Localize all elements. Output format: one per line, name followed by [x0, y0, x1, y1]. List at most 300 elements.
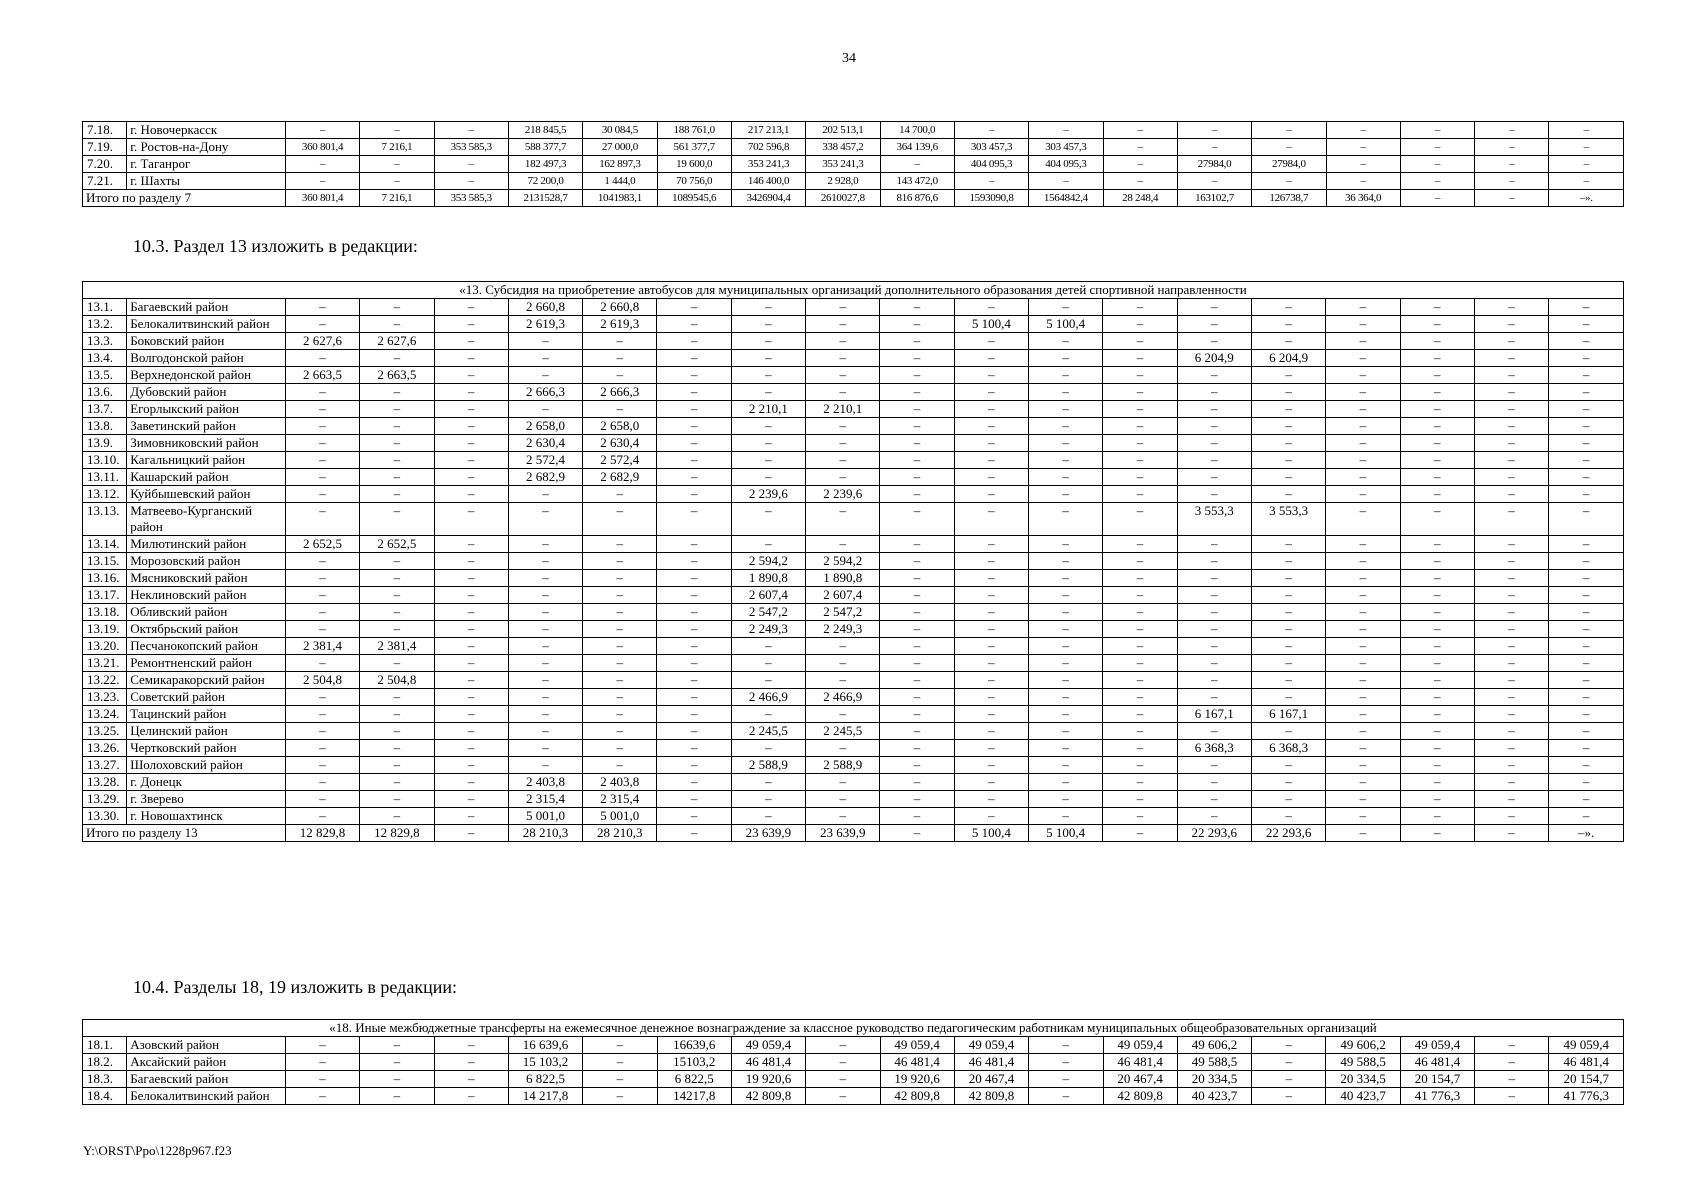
value-cell: –	[1400, 350, 1474, 367]
table-row	[83, 316, 1624, 333]
value-cell: –	[1103, 553, 1177, 570]
value-cell: –	[1549, 808, 1624, 825]
value-cell: –	[434, 1071, 508, 1088]
value-cell: 303 457,3	[954, 139, 1028, 156]
total-value: 2610027,8	[806, 190, 880, 207]
value-cell: –	[657, 570, 731, 587]
row-number: 13.21.	[83, 655, 127, 672]
value-cell: 27984,0	[1177, 156, 1251, 173]
value-cell: 20 154,7	[1549, 1071, 1624, 1088]
value-cell: –	[1474, 570, 1548, 587]
value-cell: 2 627,6	[360, 333, 434, 350]
value-cell: –	[1549, 723, 1624, 740]
total-value: –	[880, 825, 954, 842]
value-cell: –	[1549, 173, 1624, 190]
value-cell: –	[731, 536, 805, 553]
row-number: 13.7.	[83, 401, 127, 418]
value-cell: –	[1400, 706, 1474, 723]
table-row	[83, 486, 1624, 503]
row-name: Милютинский район	[127, 536, 286, 553]
value-cell: –	[1400, 435, 1474, 452]
value-cell: –	[1251, 435, 1325, 452]
value-cell: –	[880, 486, 954, 503]
value-cell: –	[954, 587, 1028, 604]
value-cell: –	[1177, 621, 1251, 638]
table-row	[83, 553, 1624, 570]
value-cell: –	[1400, 452, 1474, 469]
row-number: 13.23.	[83, 689, 127, 706]
row-number: 7.19.	[83, 139, 127, 156]
value-cell: –	[1177, 333, 1251, 350]
value-cell: –	[360, 503, 434, 536]
total-value: 36 364,0	[1326, 190, 1400, 207]
value-cell: 1 890,8	[731, 570, 805, 587]
value-cell: –	[880, 553, 954, 570]
value-cell: –	[285, 452, 359, 469]
value-cell: –	[360, 723, 434, 740]
row-name: г. Зверево	[127, 791, 286, 808]
value-cell: –	[360, 757, 434, 774]
value-cell: 218 845,5	[508, 122, 582, 139]
value-cell: –	[657, 774, 731, 791]
value-cell: –	[1177, 401, 1251, 418]
value-cell: –	[1029, 173, 1103, 190]
value-cell: –	[434, 791, 508, 808]
row-name: Верхнедонской район	[127, 367, 286, 384]
value-cell: –	[360, 384, 434, 401]
value-cell: –	[583, 486, 657, 503]
value-cell: –	[285, 469, 359, 486]
row-name: Морозовский район	[127, 553, 286, 570]
value-cell: –	[434, 723, 508, 740]
value-cell: –	[1474, 367, 1548, 384]
row-name: Заветинский район	[127, 418, 286, 435]
value-cell: –	[1103, 604, 1177, 621]
value-cell: –	[1326, 706, 1400, 723]
value-cell: –	[880, 672, 954, 689]
value-cell: –	[434, 316, 508, 333]
total-value: 23 639,9	[806, 825, 880, 842]
value-cell: –	[806, 299, 880, 316]
value-cell: –	[583, 706, 657, 723]
value-cell: –	[1400, 316, 1474, 333]
value-cell: –	[1103, 173, 1177, 190]
value-cell: –	[1400, 122, 1474, 139]
row-number: 13.15.	[83, 553, 127, 570]
value-cell: 303 457,3	[1029, 139, 1103, 156]
value-cell: –	[1474, 316, 1548, 333]
total-value: 1089545,6	[657, 190, 731, 207]
value-cell: 49 059,4	[1103, 1037, 1177, 1054]
value-cell: –	[1177, 672, 1251, 689]
table-row	[83, 723, 1624, 740]
value-cell: –	[434, 1088, 508, 1105]
table-row	[83, 1037, 1624, 1054]
table-row	[83, 1071, 1624, 1088]
row-number: 13.16.	[83, 570, 127, 587]
value-cell: –	[880, 350, 954, 367]
value-cell: –	[583, 587, 657, 604]
value-cell: –	[880, 452, 954, 469]
value-cell: 14 217,8	[508, 1088, 582, 1105]
value-cell: 7 216,1	[360, 139, 434, 156]
value-cell: 353 241,3	[731, 156, 805, 173]
value-cell: –	[1474, 723, 1548, 740]
value-cell: –	[880, 774, 954, 791]
value-cell: –	[880, 757, 954, 774]
value-cell: 27 000,0	[583, 139, 657, 156]
value-cell: –	[1103, 706, 1177, 723]
value-cell: –	[657, 503, 731, 536]
value-cell: 20 154,7	[1400, 1071, 1474, 1088]
value-cell: –	[360, 122, 434, 139]
value-cell: –	[954, 367, 1028, 384]
value-cell: 14 700,0	[880, 122, 954, 139]
value-cell: –	[285, 122, 359, 139]
value-cell: –	[1251, 452, 1325, 469]
value-cell: –	[1474, 672, 1548, 689]
value-cell: –	[731, 503, 805, 536]
value-cell: –	[285, 173, 359, 190]
value-cell: –	[1029, 723, 1103, 740]
value-cell: –	[1549, 570, 1624, 587]
table-row	[83, 570, 1624, 587]
value-cell: –	[880, 469, 954, 486]
value-cell: –	[1326, 333, 1400, 350]
value-cell: –	[1103, 139, 1177, 156]
value-cell: 2 381,4	[360, 638, 434, 655]
value-cell: 2 403,8	[583, 774, 657, 791]
value-cell: –	[285, 1037, 359, 1054]
value-cell: –	[434, 333, 508, 350]
value-cell: –	[1326, 503, 1400, 536]
value-cell: –	[1251, 401, 1325, 418]
value-cell: –	[1103, 672, 1177, 689]
value-cell: –	[1549, 503, 1624, 536]
table-section-7	[82, 121, 1624, 207]
table-row	[83, 139, 1624, 156]
row-name: Белокалитвинский район	[127, 1088, 286, 1105]
value-cell: –	[1029, 808, 1103, 825]
value-cell: –	[1177, 536, 1251, 553]
value-cell: –	[1326, 672, 1400, 689]
value-cell: –	[360, 173, 434, 190]
value-cell: –	[1029, 638, 1103, 655]
value-cell: –	[360, 553, 434, 570]
value-cell: –	[1177, 139, 1251, 156]
value-cell: –	[1177, 486, 1251, 503]
value-cell: –	[285, 587, 359, 604]
value-cell: –	[1029, 655, 1103, 672]
value-cell: 2 210,1	[806, 401, 880, 418]
value-cell: –	[434, 672, 508, 689]
value-cell: 2 607,4	[806, 587, 880, 604]
value-cell: –	[1326, 740, 1400, 757]
value-cell: 2 619,3	[583, 316, 657, 333]
heading-section-13: 10.3. Раздел 13 изложить в редакции:	[133, 236, 418, 256]
value-cell: 1 890,8	[806, 570, 880, 587]
value-cell: 702 596,8	[731, 139, 805, 156]
value-cell: –	[434, 553, 508, 570]
table-row	[83, 536, 1624, 553]
value-cell: 2 572,4	[583, 452, 657, 469]
value-cell: –	[1549, 689, 1624, 706]
value-cell: –	[1474, 401, 1548, 418]
value-cell: 2 381,4	[285, 638, 359, 655]
table-row	[83, 808, 1624, 825]
total-value: 360 801,4	[285, 190, 359, 207]
value-cell: –	[954, 452, 1028, 469]
value-cell: –	[285, 1054, 359, 1071]
value-cell: –	[583, 553, 657, 570]
value-cell: –	[1400, 774, 1474, 791]
value-cell: –	[1251, 808, 1325, 825]
value-cell: –	[1103, 587, 1177, 604]
caption-row	[83, 282, 1624, 299]
value-cell: –	[1029, 553, 1103, 570]
total-value: 353 585,3	[434, 190, 508, 207]
value-cell: –	[806, 740, 880, 757]
total-value: –	[1474, 825, 1548, 842]
value-cell: –	[1252, 122, 1326, 139]
value-cell: –	[1400, 570, 1474, 587]
row-number: 7.21.	[83, 173, 127, 190]
total-value: 2131528,7	[508, 190, 582, 207]
row-number: 13.2.	[83, 316, 127, 333]
value-cell: –	[1400, 672, 1474, 689]
value-cell: –	[1251, 333, 1325, 350]
value-cell: –	[1177, 774, 1251, 791]
total-row	[83, 190, 1624, 207]
row-name: Ремонтненский район	[127, 655, 286, 672]
value-cell: –	[954, 689, 1028, 706]
value-cell: –	[880, 299, 954, 316]
value-cell: –	[508, 350, 582, 367]
value-cell: –	[1474, 536, 1548, 553]
value-cell: –	[1474, 774, 1548, 791]
value-cell: –	[1400, 503, 1474, 536]
table-row	[83, 757, 1624, 774]
value-cell: –	[434, 655, 508, 672]
value-cell: –	[1251, 672, 1325, 689]
value-cell: –	[360, 350, 434, 367]
value-cell: –	[583, 367, 657, 384]
value-cell: –	[1103, 418, 1177, 435]
value-cell: –	[954, 740, 1028, 757]
value-cell: –	[285, 808, 359, 825]
value-cell: –	[434, 384, 508, 401]
value-cell: –	[657, 435, 731, 452]
value-cell: 2 588,9	[806, 757, 880, 774]
value-cell: –	[1103, 757, 1177, 774]
value-cell: –	[285, 350, 359, 367]
value-cell: –	[1251, 587, 1325, 604]
value-cell: –	[731, 638, 805, 655]
value-cell: –	[954, 757, 1028, 774]
value-cell: –	[1251, 689, 1325, 706]
value-cell: –	[508, 740, 582, 757]
value-cell: –	[806, 1054, 880, 1071]
value-cell: –	[731, 791, 805, 808]
value-cell: 27984,0	[1252, 156, 1326, 173]
value-cell: –	[360, 401, 434, 418]
value-cell: –	[1029, 587, 1103, 604]
value-cell: 2 466,9	[806, 689, 880, 706]
table-row	[83, 452, 1624, 469]
value-cell: 6 204,9	[1251, 350, 1325, 367]
value-cell: –	[1400, 384, 1474, 401]
value-cell: –	[1475, 122, 1549, 139]
value-cell: –	[434, 503, 508, 536]
table-row	[83, 655, 1624, 672]
value-cell: –	[1474, 418, 1548, 435]
value-cell: 5 100,4	[954, 316, 1028, 333]
value-cell: –	[806, 638, 880, 655]
value-cell: –	[583, 723, 657, 740]
value-cell: 5 100,4	[1029, 316, 1103, 333]
value-cell: –	[1103, 350, 1177, 367]
value-cell: –	[1177, 553, 1251, 570]
value-cell: –	[583, 401, 657, 418]
total-value: 5 100,4	[954, 825, 1028, 842]
value-cell: –	[1103, 621, 1177, 638]
value-cell: –	[360, 1054, 434, 1071]
value-cell: –	[954, 723, 1028, 740]
row-name: Багаевский район	[127, 1071, 286, 1088]
value-cell: –	[1474, 384, 1548, 401]
value-cell: –	[880, 638, 954, 655]
value-cell: –	[583, 1037, 657, 1054]
value-cell: –	[285, 384, 359, 401]
value-cell: 42 809,8	[954, 1088, 1028, 1105]
value-cell: –	[1549, 672, 1624, 689]
value-cell: –	[880, 435, 954, 452]
row-number: 7.18.	[83, 122, 127, 139]
value-cell: –	[285, 655, 359, 672]
value-cell: 72 200,0	[508, 173, 582, 190]
value-cell: –	[1474, 503, 1548, 536]
total-value: 12 829,8	[360, 825, 434, 842]
value-cell: –	[731, 333, 805, 350]
value-cell: –	[1251, 299, 1325, 316]
value-cell: –	[1326, 316, 1400, 333]
value-cell: –	[657, 367, 731, 384]
value-cell: –	[1177, 316, 1251, 333]
value-cell: –	[285, 156, 359, 173]
value-cell: –	[1177, 587, 1251, 604]
value-cell: 49 606,2	[1326, 1037, 1400, 1054]
value-cell: –	[1177, 122, 1251, 139]
value-cell: –	[806, 316, 880, 333]
value-cell: –	[434, 156, 508, 173]
value-cell: 404 095,3	[954, 156, 1028, 173]
value-cell: –	[1549, 469, 1624, 486]
row-number: 13.17.	[83, 587, 127, 604]
value-cell: –	[434, 740, 508, 757]
value-cell: –	[1400, 689, 1474, 706]
value-cell: –	[508, 706, 582, 723]
value-cell: –	[1326, 621, 1400, 638]
total-value: 7 216,1	[360, 190, 434, 207]
value-cell: –	[583, 1071, 657, 1088]
value-cell: 15103,2	[657, 1054, 731, 1071]
value-cell: –	[954, 604, 1028, 621]
value-cell: –	[1400, 486, 1474, 503]
row-number: 13.19.	[83, 621, 127, 638]
value-cell: –	[508, 367, 582, 384]
row-name: Чертковский район	[127, 740, 286, 757]
value-cell: –	[508, 401, 582, 418]
value-cell: –	[360, 156, 434, 173]
value-cell: –	[954, 774, 1028, 791]
row-number: 13.4.	[83, 350, 127, 367]
row-number: 13.3.	[83, 333, 127, 350]
value-cell: –	[1474, 689, 1548, 706]
value-cell: –	[1103, 333, 1177, 350]
value-cell: –	[508, 486, 582, 503]
value-cell: –	[360, 570, 434, 587]
value-cell: –	[731, 808, 805, 825]
value-cell: –	[1177, 655, 1251, 672]
value-cell: –	[1474, 791, 1548, 808]
value-cell: –	[806, 435, 880, 452]
value-cell: –	[434, 299, 508, 316]
value-cell: –	[731, 655, 805, 672]
value-cell: –	[583, 757, 657, 774]
value-cell: 2 928,0	[806, 173, 880, 190]
value-cell: –	[508, 655, 582, 672]
value-cell: 20 334,5	[1326, 1071, 1400, 1088]
value-cell: –	[583, 689, 657, 706]
row-number: 13.5.	[83, 367, 127, 384]
value-cell: –	[1103, 401, 1177, 418]
value-cell: 2 594,2	[806, 553, 880, 570]
value-cell: –	[360, 299, 434, 316]
table-section-18	[82, 1019, 1624, 1105]
row-number: 13.25.	[83, 723, 127, 740]
table-row	[83, 621, 1624, 638]
value-cell: –	[880, 367, 954, 384]
row-number: 13.26.	[83, 740, 127, 757]
value-cell: –	[1029, 791, 1103, 808]
value-cell: –	[583, 655, 657, 672]
table-row	[83, 1054, 1624, 1071]
value-cell: –	[1400, 587, 1474, 604]
total-value: 23 639,9	[731, 825, 805, 842]
value-cell: –	[1103, 367, 1177, 384]
value-cell: –	[583, 638, 657, 655]
value-cell: –	[1177, 791, 1251, 808]
value-cell: –	[1326, 299, 1400, 316]
value-cell: –	[583, 740, 657, 757]
value-cell: –	[434, 587, 508, 604]
value-cell: –	[1400, 604, 1474, 621]
value-cell: –	[1103, 740, 1177, 757]
value-cell: 40 423,7	[1177, 1088, 1251, 1105]
row-name: Шолоховский район	[127, 757, 286, 774]
value-cell: –	[360, 655, 434, 672]
value-cell: 42 809,8	[731, 1088, 805, 1105]
value-cell: –	[434, 638, 508, 655]
value-cell: –	[1549, 486, 1624, 503]
value-cell: –	[1400, 808, 1474, 825]
value-cell: –	[880, 503, 954, 536]
value-cell: –	[806, 469, 880, 486]
value-cell: 20 334,5	[1177, 1071, 1251, 1088]
value-cell: –	[434, 173, 508, 190]
value-cell: 46 481,4	[880, 1054, 954, 1071]
value-cell: –	[954, 173, 1028, 190]
